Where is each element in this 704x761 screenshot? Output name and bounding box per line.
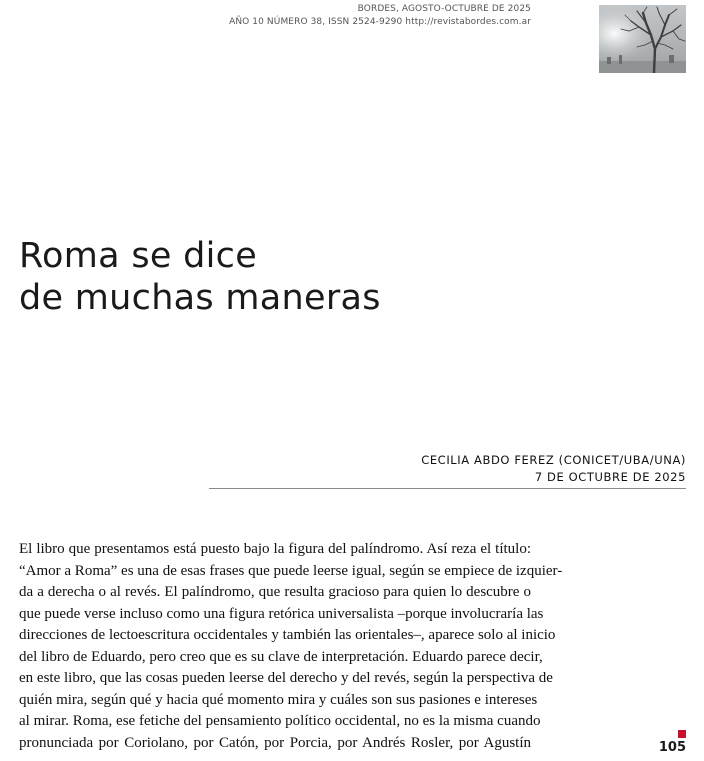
- tree-photo-icon: [599, 5, 686, 73]
- body-line: del libro de Eduardo, pero creo que es su clave de interpretación. Eduardo parece decir,: [19, 648, 543, 665]
- body-line: El libro que presentamos está puesto bajo la figura del palíndromo. Así reza el título:: [19, 541, 531, 557]
- body-line: que puede verse incluso como una figura retórica universalista –porque involucraría las: [19, 605, 544, 622]
- body-line: al mirar. Roma, ese fetiche del pensamiento político occidental, no es la misma cuando: [19, 713, 541, 729]
- body-line: en este libro, que las cosas pueden leerse del derecho y del revés, según la perspectiva de: [19, 670, 553, 686]
- body-line: direcciones de lectoescritura occidentales y también las orientales–, aparece solo al inicio: [19, 627, 556, 643]
- body-line: “Amor a Roma” es una de esas frases que puede leerse igual, según se empiece de izquier-: [19, 562, 563, 579]
- body-line: da a derecha o al revés. El palíndromo, que resulta gracioso para quien lo descubre o: [19, 584, 531, 600]
- title-line: de muchas maneras: [19, 278, 381, 318]
- page-marker-square: [678, 730, 686, 738]
- title-line: Roma se dice: [19, 236, 258, 276]
- body-line: pronunciada por Coriolano, por Catón, por Porcia, por Andrés Rosler, por Agustín: [19, 734, 531, 751]
- journal-issn-url: AÑO 10 NÚMERO 38, ISSN 2524-9290 http://revistabordes.com.ar: [229, 17, 531, 27]
- author-name: CECILIA ABDO FEREZ (CONICET/UBA/UNA): [421, 453, 686, 467]
- page-number: 105: [658, 740, 686, 755]
- byline-divider: [209, 488, 686, 489]
- article-body: [19, 539, 563, 754]
- page-title: [19, 235, 381, 319]
- journal-header: [229, 3, 531, 29]
- journal-issue-date: BORDES, AGOSTO-OCTUBRE DE 2025: [357, 4, 531, 14]
- body-line: quién mira, según qué y hacia qué momento mira y cuáles son sus pasiones e intereses: [19, 691, 538, 708]
- article-byline: [421, 452, 686, 486]
- publication-date: 7 DE OCTUBRE DE 2025: [534, 470, 686, 484]
